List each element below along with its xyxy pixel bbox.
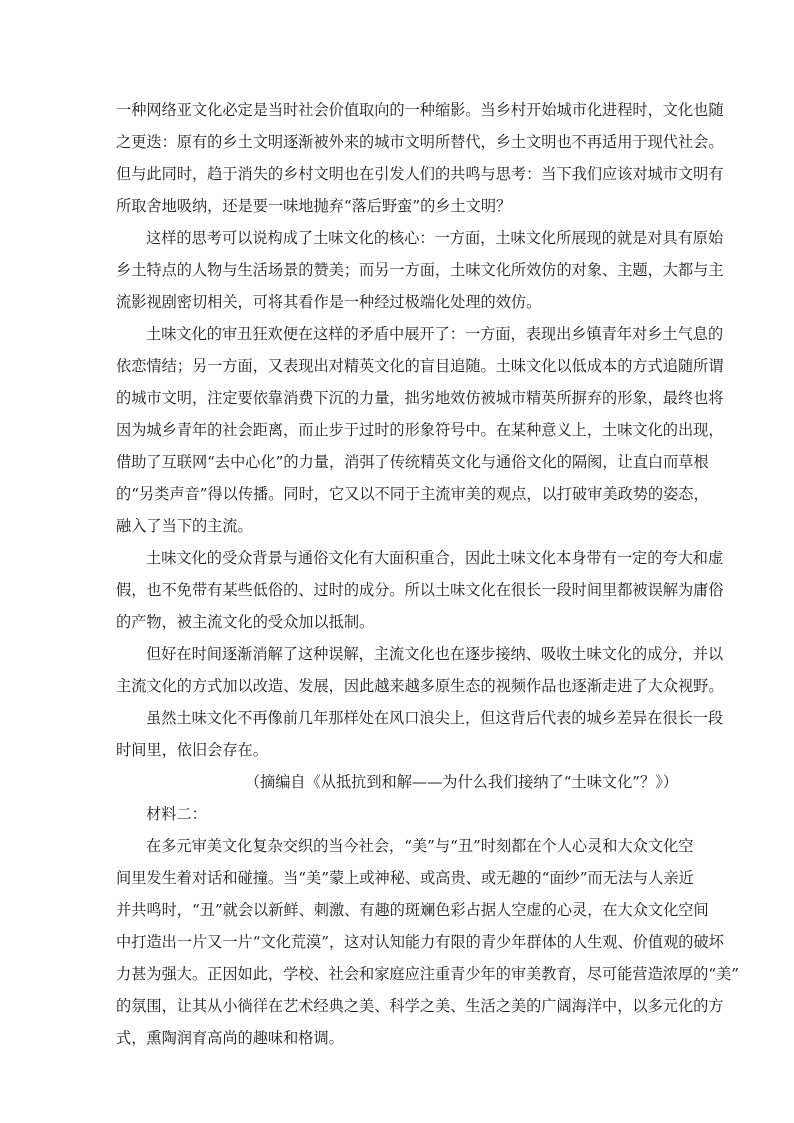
- text-line: 流影视剧密切相关，可将其看作是一种经过极端化处理的效仿。: [116, 293, 542, 311]
- text-line: 式，熏陶润育高尚的趣味和格调。: [116, 1029, 344, 1047]
- text-line: 在多元审美文化复杂交织的当今社会，“美”与“丑”时刻都在个人心灵和大众文化空: [146, 837, 694, 855]
- text-line: 假，也不免带有某些低俗的、过时的成分。所以土味文化在很长一段时间里都被误解为庸俗: [116, 581, 724, 599]
- text-line: 融入了当下的主流。: [116, 517, 253, 535]
- text-line: 的产物，被主流文化的受众加以抵制。: [116, 613, 375, 631]
- text-line: 土味文化的审丑狂欢便在这样的矛盾中展开了：一方面，表现出乡镇青年对乡土气息的: [146, 325, 724, 343]
- text-line: 并共鸣时，“丑”就会以新鲜、刺激、有趣的斑斓色彩占据人空虚的心灵，在大众文化空间: [116, 901, 709, 919]
- text-line: 的“另类声音”得以传播。同时，它又以不同于主流审美的观点，以打破审美政势的姿态，: [116, 485, 709, 503]
- text-line: 但好在时间逐渐消解了这种误解，主流文化也在逐步接纳、吸收土味文化的成分，并以: [146, 645, 724, 663]
- text-line: 因为城乡青年的社会距离，而止步于过时的形象符号中。在某种意义上，土味文化的出现，: [116, 421, 724, 439]
- text-line: 间里发生着对话和碰撞。当“美”蒙上或神秘、或高贵、或无趣的“面纱”而无法与人亲近: [116, 869, 694, 887]
- text-line: 一种网络亚文化必定是当时社会价值取向的一种缩影。当乡村开始城市化进程时，文化也随: [116, 101, 724, 119]
- text-line: 土味文化的受众背景与通俗文化有大面积重合，因此土味文化本身带有一定的夸大和虚: [146, 549, 724, 567]
- text-line: 的氛围，让其从小徜徉在艺术经典之美、科学之美、生活之美的广阔海洋中，以多元化的方: [116, 997, 724, 1015]
- text-line: 这样的思考可以说构成了土味文化的核心：一方面，土味文化所展现的就是对具有原始: [146, 229, 724, 247]
- text-line: 主流文化的方式加以改造、发展，因此越来越多原生态的视频作品也逐渐走进了大众视野。: [116, 677, 724, 695]
- section-heading: 材料二：: [146, 805, 207, 823]
- text-line: 时间里，依旧会存在。: [116, 741, 268, 759]
- document-page: [116, 94, 740, 1054]
- text-line: 借助了互联网“去中心化”的力量，消弭了传统精英文化与通俗文化的隔阂，让直白而草根: [116, 453, 709, 471]
- text-line: 所取舍地吸纳，还是要一味地抛弃“落后野蛮”的乡土文明？: [116, 197, 512, 215]
- text-line: 力甚为强大。正因如此，学校、社会和家庭应注重青少年的审美教育，尽可能营造浓厚的“美”: [116, 965, 740, 983]
- text-line: 中打造出一片又一片“文化荒漠”，这对认知能力有限的青少年群体的人生观、价值观的破坏: [116, 933, 724, 951]
- source-citation: （摘编自《从抵抗到和解——为什么我们接纳了“土味文化”？》）: [244, 773, 678, 791]
- text-line: 的城市文明，注定要依靠消费下沉的力量，拙劣地效仿被城市精英所摒弃的形象，最终也将: [116, 389, 724, 407]
- text-line: 但与此同时，趋于消失的乡村文明也在引发人们的共鸣与思考：当下我们应该对城市文明有: [116, 165, 724, 183]
- text-line: 之更迭：原有的乡土文明逐渐被外来的城市文明所替代，乡土文明也不再适用于现代社会。: [116, 133, 724, 151]
- text-line: 乡土特点的人物与生活场景的赞美；而另一方面，土味文化所效仿的对象、主题，大都与主: [116, 261, 724, 279]
- text-line: 虽然土味文化不再像前几年那样处在风口浪尖上，但这背后代表的城乡差异在很长一段: [146, 709, 724, 727]
- text-line: 依恋情结；另一方面，又表现出对精英文化的盲目追随。土味文化以低成本的方式追随所谓: [116, 357, 724, 375]
